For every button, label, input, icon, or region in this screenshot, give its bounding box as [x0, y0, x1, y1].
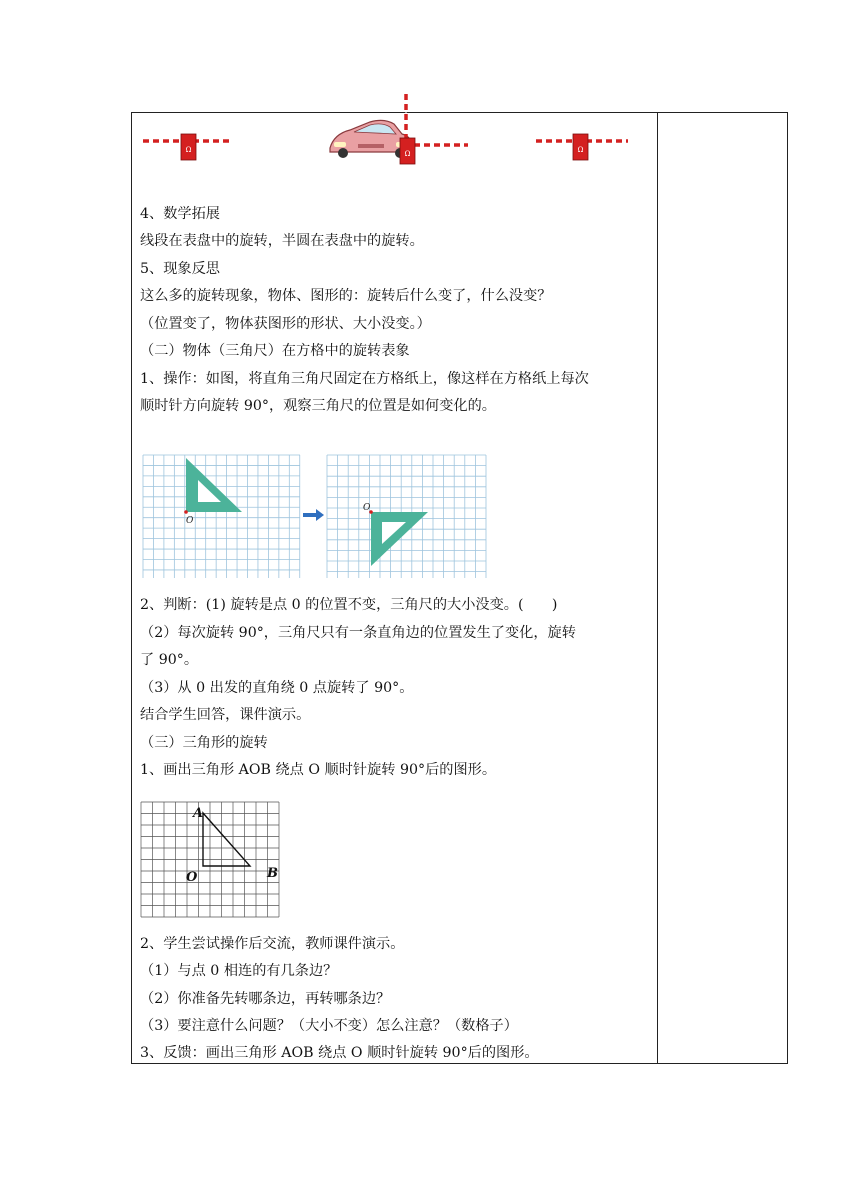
- point-label-o: O: [363, 503, 371, 513]
- gate-label: Ω: [185, 146, 192, 154]
- right-barrier-gate: [536, 134, 628, 160]
- text-line: 1、画出三角形 AOB 绕点 O 顺时针旋转 90°后的图形。: [140, 762, 497, 778]
- grid-lines: [141, 802, 279, 917]
- grid-figure-after: [326, 454, 488, 584]
- point-label-o: O: [186, 516, 194, 526]
- text-line: 顺时针方向旋转 90°，观察三角尺的位置是如何变化的。: [140, 398, 496, 414]
- gate-label: Ω: [577, 146, 584, 154]
- text-line: （2）每次旋转 90°，三角尺只有一条直角边的位置发生了变化，旋转: [140, 625, 576, 641]
- text-line: 2、判断：(1) 旋转是点 0 的位置不变，三角尺的大小没变。( ): [140, 597, 558, 613]
- text-line: 2、学生尝试操作后交流，教师课件演示。: [140, 936, 405, 952]
- text-line: 5、现象反思: [140, 261, 220, 277]
- table-column-divider: [657, 112, 658, 1064]
- grid-lines: [143, 455, 300, 578]
- triangle-ruler: [371, 512, 428, 566]
- text-line: 结合学生回答，课件演示。: [140, 707, 311, 723]
- vertex-label-b: B: [267, 866, 278, 881]
- gate-label: Ω: [404, 150, 411, 158]
- left-barrier-gate: [143, 134, 230, 160]
- text-line: （3）要注意什么问题？（大小不变）怎么注意？（数格子）: [140, 1018, 518, 1034]
- text-line: （位置变了，物体获图形的形状、大小没变。）: [140, 316, 431, 332]
- triangle-aob-grid: [140, 801, 285, 925]
- text-line: （2）你准备先转哪条边，再转哪条边？: [140, 991, 391, 1007]
- text-line: 这么多的旋转现象，物体、图形的：旋转后什么变了，什么没变？: [140, 288, 552, 304]
- arrow-right-icon: [303, 506, 325, 525]
- triangle-ruler: [186, 458, 242, 512]
- text-line: （二）物体（三角尺）在方格中的旋转表象: [140, 343, 410, 359]
- text-line: 4、数学拓展: [140, 206, 220, 222]
- text-line: （三）三角形的旋转: [140, 735, 268, 751]
- text-line: （3）从 0 出发的直角绕 0 点旋转了 90°。: [140, 680, 414, 696]
- pivot-point: [184, 510, 188, 514]
- vertex-label-o: O: [186, 870, 198, 885]
- text-line: （1）与点 0 相连的有几条边？: [140, 963, 338, 979]
- text-line: 3、反馈：画出三角形 AOB 绕点 O 顺时针旋转 90°后的图形。: [140, 1045, 539, 1061]
- barrier-gate-illustration: [138, 92, 638, 167]
- grid-figure-before: [142, 454, 302, 584]
- text-line: 线段在表盘中的旋转，半圆在表盘中的旋转。: [140, 233, 424, 249]
- text-line: 1、操作：如图，将直角三角尺固定在方格纸上，像这样在方格纸上每次: [140, 371, 589, 387]
- center-barrier-gate: [400, 94, 468, 164]
- text-line: 了 90°。: [140, 652, 199, 668]
- vertex-label-a: A: [193, 806, 204, 821]
